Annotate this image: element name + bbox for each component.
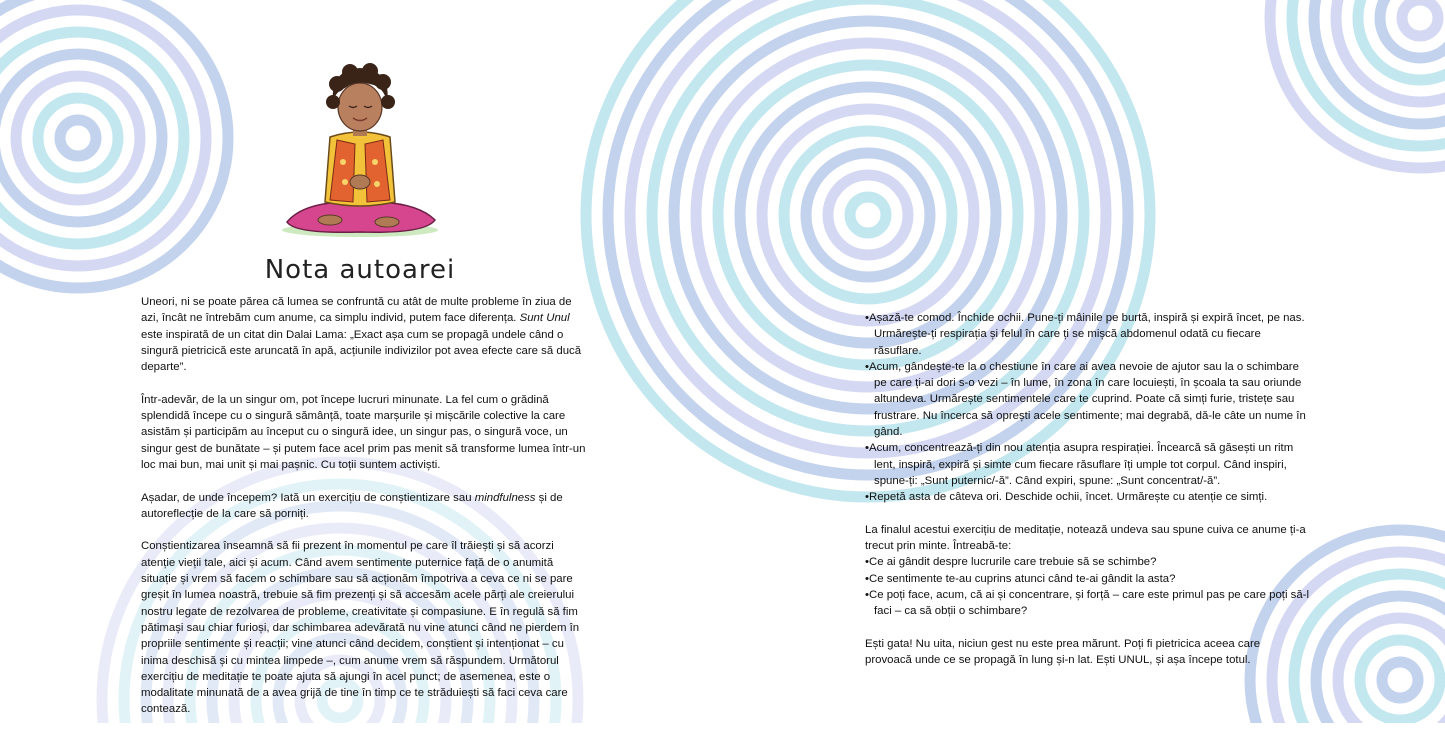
list-item: • Ce poți face, acum, că ai și concentrare, și forță – care este primul pas pe care poți să-l faci – ca să obții o schimbare? [865,587,1310,620]
meditating-child-illustration [275,62,445,242]
paragraph: Conștientizarea înseamnă să fii prezent în momentul pe care îl trăiești și să acorzi atenție vieții tale, aici și acum. Când avem sentimente puternice față de o anumită situație și vrem să facem o schimbare sau să acționăm împotriva a ceva ce ni se pare greșit în lumea noastră, trebuie să fim prezenți și să accesăm acele părți ale creierului nostru legate de rezolvarea de probleme, creativitate și compasiune. E în regulă să fim pătimași sau chiar furioși, dar schimbarea adevărată nu vine atunci când ne pierdem în propriile sentimente și reacții; vine atunci când decidem, conștient și intenționat – cu inima deschisă și cu mintea limpede –, cum anume vrem să răspundem. Următorul exercițiu de meditație te poate ajuta să ajungi în acel punct; de asemenea, este o modalitate minunată de a avea grijă de tine în timp ce te străduiești să faci ceva care contează. [141,540,580,716]
paragraph: Uneori, ni se poate părea că lumea se confruntă cu atât de multe probleme în ziua de azi, încât ne întrebăm cum anume, ca simplu individ, putem face diferența. Sunt Unul este inspirată de un citat din Dalai Lama: „Exact așa cum se propagă undele când o singură pietricică este aruncată în apă, acțiunile indivizilor pot avea efecte care să ducă departe”. [141,296,582,374]
list-item: • Repetă asta de câteva ori. Deschide ochii, încet. Urmărește cu atenție ce simți. [865,489,1310,505]
intro-text [141,294,586,734]
meditation-steps [865,310,1310,506]
list-item: • Acum, gândește-te la o chestiune în care ai avea nevoie de ajutor sau la o schimbare pe care ți-ai dori s-o vezi – în lume, în zona în care locuiești, în școala ta sau oriunde altundeva. Urmărește sentimentele care te cuprind. Poate că simți furie, tristețe sau frustrare. Nu încerca să oprești acele sentimente; mai degrabă, dă-le câte un nume în gând. [865,359,1310,440]
list-item: • Ce ai gândit despre lucrurile care trebuie să se schimbe? [865,554,1310,570]
page-title: Nota autoarei [264,255,456,285]
exercise-text [865,310,1310,685]
paragraph: Într-adevăr, de la un singur om, pot începe lucruri minunate. La fel cum o grădină splendidă începe cu o singură sămânță, toate marșurile și mișcările colective la care asistăm și participăm au început cu o singură idee, un singur pas, o singură voce, un singur gest de bunătate – și putem face acel prim pas menit să transforme lumea într-un loc mai bun, mai unit și mai pașnic. Cu toții suntem activiști. [141,393,586,471]
right-page [722,0,1445,723]
reflection-intro: La finalul acestui exercițiu de meditație, notează undeva sau spune cuiva ce anume ți-a trecut prin minte. Întreabă-te: [865,523,1306,553]
list-item: • Acum, concentrează-ți din nou atenția asupra respirației. Încearcă să găsești un ritm lent, inspiră, expiră și simte cum fiecare răsuflare îți umple tot corpul. Când inspiri, spune-ți: „Sunt puternic/-ă”. Când expiri, spune: „Sunt concentrat/-ă”. [865,440,1310,489]
paragraph: Așadar, de unde începem? Iată un exercițiu de conștientizare sau mindfulness și de autoreflecție de la care să porniți. [141,491,563,520]
list-item: • Ce sentimente te-au cuprins atunci când te-ai gândit la asta? [865,571,1310,587]
closing-paragraph: Ești gata! Nu uita, niciun gest nu este prea mărunt. Poți fi pietricica aceea care provoacă unde ce se propagă în lung și-n lat. Ești UNUL, și așa începe totul. [865,637,1261,667]
left-page [0,0,722,723]
list-item: • Așază-te comod. Închide ochii. Pune-ți mâinile pe burtă, inspiră și expiră încet, pe nas. Urmărește-ți respirația și felul în care ți se mișcă abdomenul odată cu fiecare răsuflare. [865,310,1310,359]
reflection-questions [865,554,1310,619]
